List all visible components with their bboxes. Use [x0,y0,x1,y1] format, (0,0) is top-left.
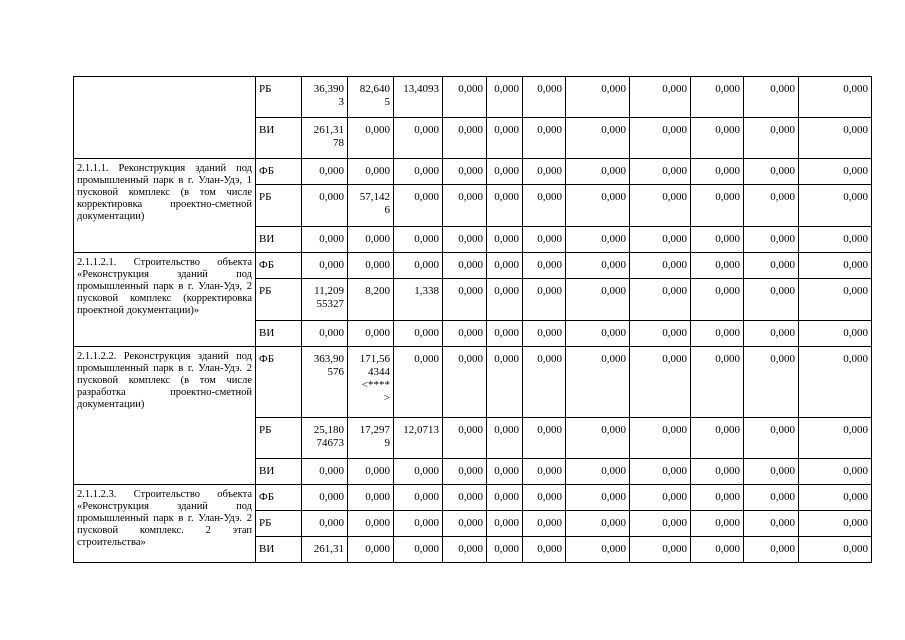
value-cell: 0,000 [630,459,691,485]
value-cell: 0,000 [523,459,566,485]
value-cell: 0,000 [744,418,799,459]
value-cell: 0,000 [523,77,566,118]
value-cell: 0,000 [744,185,799,227]
value-cell: 0,000 [443,185,487,227]
table-row [74,253,872,279]
table-row [74,77,872,118]
value-cell: 0,000 [394,511,443,537]
value-cell: 0,000 [630,279,691,321]
value-cell: 0,000 [302,511,348,537]
value-cell: 0,000 [443,118,487,159]
funding-source-cell: ФБ [256,253,302,279]
value-cell: 0,000 [523,511,566,537]
value-cell: 0,000 [630,321,691,347]
value-cell: 0,000 [487,118,523,159]
value-cell: 0,000 [799,227,872,253]
value-cell: 0,000 [443,279,487,321]
funding-source-cell: ФБ [256,159,302,185]
value-cell: 8,200 [348,279,394,321]
measure-name-cell: 2.1.1.2.1. Строительство объекта «Реконструкция зданий под промышленный парк в г. Улан-Удэ, 2 пусковой комплекс (корректировка проектной документации)» [74,253,256,347]
value-cell: 0,000 [799,537,872,563]
value-cell: 0,000 [443,418,487,459]
value-cell: 0,000 [523,347,566,418]
value-cell: 0,000 [630,227,691,253]
funding-source-cell: РБ [256,511,302,537]
value-cell: 0,000 [799,511,872,537]
value-cell: 0,000 [691,118,744,159]
value-cell: 0,000 [523,537,566,563]
value-cell: 0,000 [302,227,348,253]
value-cell: 11,209 55327 [302,279,348,321]
value-cell: 0,000 [744,485,799,511]
value-cell: 0,000 [566,418,630,459]
value-cell: 0,000 [566,77,630,118]
value-cell: 0,000 [799,485,872,511]
value-cell: 0,000 [394,347,443,418]
value-cell: 0,000 [630,347,691,418]
funding-source-cell: РБ [256,185,302,227]
value-cell: 0,000 [630,511,691,537]
value-cell: 0,000 [348,511,394,537]
value-cell: 0,000 [799,185,872,227]
value-cell: 0,000 [566,537,630,563]
value-cell: 0,000 [799,279,872,321]
value-cell: 0,000 [799,77,872,118]
value-cell: 17,297 9 [348,418,394,459]
value-cell: 0,000 [630,77,691,118]
value-cell: 0,000 [799,321,872,347]
value-cell: 0,000 [302,185,348,227]
value-cell: 12,0713 [394,418,443,459]
value-cell: 0,000 [799,253,872,279]
funding-source-cell: ФБ [256,347,302,418]
value-cell: 0,000 [394,253,443,279]
value-cell: 0,000 [487,321,523,347]
value-cell: 0,000 [523,485,566,511]
funding-source-cell: РБ [256,77,302,118]
value-cell: 0,000 [799,347,872,418]
value-cell: 0,000 [630,185,691,227]
value-cell: 0,000 [630,485,691,511]
value-cell: 0,000 [394,159,443,185]
value-cell: 0,000 [566,347,630,418]
value-cell: 0,000 [394,459,443,485]
value-cell: 0,000 [744,537,799,563]
value-cell: 0,000 [799,159,872,185]
value-cell: 0,000 [744,77,799,118]
value-cell: 0,000 [799,418,872,459]
value-cell: 57,142 6 [348,185,394,227]
value-cell: 0,000 [523,118,566,159]
value-cell: 0,000 [487,77,523,118]
value-cell: 0,000 [487,511,523,537]
value-cell: 0,000 [630,118,691,159]
value-cell: 0,000 [799,118,872,159]
value-cell: 0,000 [744,459,799,485]
value-cell: 0,000 [744,253,799,279]
value-cell: 0,000 [302,459,348,485]
value-cell: 0,000 [566,511,630,537]
value-cell: 0,000 [487,459,523,485]
value-cell: 261,31 [302,537,348,563]
value-cell: 0,000 [566,159,630,185]
value-cell: 363,90 576 [302,347,348,418]
value-cell: 0,000 [443,537,487,563]
value-cell: 0,000 [744,159,799,185]
value-cell: 0,000 [523,185,566,227]
value-cell: 0,000 [630,253,691,279]
table-row [74,485,872,511]
value-cell: 0,000 [566,459,630,485]
value-cell: 0,000 [523,321,566,347]
value-cell: 0,000 [394,185,443,227]
value-cell: 0,000 [487,185,523,227]
value-cell: 0,000 [744,511,799,537]
measure-name-cell: 2.1.1.2.2. Реконструкция зданий под промышленный парк в г. Улан-Удэ. 2 пусковой комплекс (в том числе разработка проектно-сметной документации) [74,347,256,485]
value-cell: 0,000 [348,227,394,253]
value-cell: 36,390 3 [302,77,348,118]
value-cell: 25,180 74673 [302,418,348,459]
value-cell: 0,000 [443,321,487,347]
value-cell: 0,000 [302,485,348,511]
value-cell: 0,000 [691,185,744,227]
value-cell: 0,000 [691,459,744,485]
value-cell: 0,000 [691,537,744,563]
table-row [74,347,872,418]
value-cell: 0,000 [566,485,630,511]
value-cell: 0,000 [744,227,799,253]
value-cell: 0,000 [523,253,566,279]
funding-source-cell: РБ [256,279,302,321]
funding-source-cell: ФБ [256,485,302,511]
value-cell: 0,000 [348,118,394,159]
funding-source-cell: ВИ [256,321,302,347]
value-cell: 0,000 [487,418,523,459]
value-cell: 0,000 [523,159,566,185]
value-cell: 0,000 [523,279,566,321]
value-cell: 0,000 [348,459,394,485]
value-cell: 0,000 [443,485,487,511]
value-cell: 0,000 [691,485,744,511]
value-cell: 0,000 [691,418,744,459]
value-cell: 0,000 [487,485,523,511]
measure-name-cell: 2.1.1.1. Реконструкция зданий под промышленный парк в г. Улан-Удэ, 1 пусковой комплекс (в том числе корректировка проектно-сметной документации) [74,159,256,253]
value-cell: 0,000 [394,227,443,253]
value-cell: 0,000 [348,159,394,185]
value-cell: 0,000 [443,159,487,185]
value-cell: 0,000 [348,537,394,563]
funding-source-cell: ВИ [256,227,302,253]
value-cell: 0,000 [487,253,523,279]
table-body [74,77,872,563]
value-cell: 0,000 [744,347,799,418]
value-cell: 0,000 [443,511,487,537]
value-cell: 0,000 [630,159,691,185]
value-cell: 0,000 [348,253,394,279]
value-cell: 0,000 [487,159,523,185]
funding-source-cell: ВИ [256,118,302,159]
value-cell: 0,000 [394,485,443,511]
value-cell: 0,000 [691,159,744,185]
value-cell: 0,000 [443,253,487,279]
funding-source-cell: РБ [256,418,302,459]
value-cell: 0,000 [691,279,744,321]
value-cell: 0,000 [523,418,566,459]
value-cell: 0,000 [799,459,872,485]
value-cell: 261,31 78 [302,118,348,159]
value-cell: 13,4093 [394,77,443,118]
value-cell: 0,000 [302,159,348,185]
value-cell: 0,000 [691,321,744,347]
value-cell: 0,000 [487,537,523,563]
value-cell: 0,000 [443,347,487,418]
funding-source-cell: ВИ [256,537,302,563]
value-cell: 0,000 [487,279,523,321]
value-cell: 0,000 [566,185,630,227]
value-cell: 0,000 [566,321,630,347]
budget-table [73,76,872,563]
value-cell: 0,000 [566,227,630,253]
value-cell: 0,000 [744,118,799,159]
value-cell: 0,000 [443,227,487,253]
value-cell: 171,56 4344 <**** > [348,347,394,418]
value-cell: 0,000 [630,418,691,459]
value-cell: 0,000 [630,537,691,563]
value-cell: 0,000 [691,77,744,118]
funding-source-cell: ВИ [256,459,302,485]
value-cell: 0,000 [691,253,744,279]
value-cell: 0,000 [566,279,630,321]
value-cell: 0,000 [394,118,443,159]
value-cell: 1,338 [394,279,443,321]
value-cell: 0,000 [394,321,443,347]
value-cell: 82,640 5 [348,77,394,118]
value-cell: 0,000 [302,253,348,279]
value-cell: 0,000 [691,347,744,418]
value-cell: 0,000 [487,347,523,418]
value-cell: 0,000 [348,321,394,347]
value-cell: 0,000 [691,511,744,537]
value-cell: 0,000 [566,253,630,279]
value-cell: 0,000 [744,321,799,347]
value-cell: 0,000 [523,227,566,253]
value-cell: 0,000 [348,485,394,511]
value-cell: 0,000 [443,77,487,118]
measure-name-cell: 2.1.1.2.3. Строительство объекта «Реконструкция зданий под промышленный парк в г. Улан-Удэ. 2 пусковой комплекс. 2 этап строительства» [74,485,256,563]
value-cell: 0,000 [302,321,348,347]
value-cell: 0,000 [394,537,443,563]
value-cell: 0,000 [566,118,630,159]
value-cell: 0,000 [744,279,799,321]
value-cell: 0,000 [443,459,487,485]
table-row [74,159,872,185]
measure-name-cell [74,77,256,159]
value-cell: 0,000 [487,227,523,253]
value-cell: 0,000 [691,227,744,253]
